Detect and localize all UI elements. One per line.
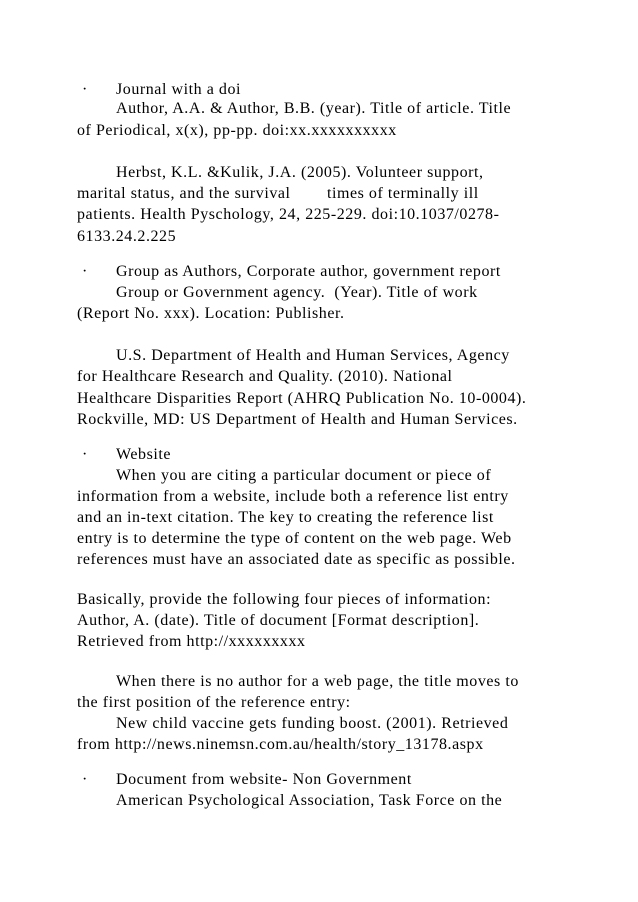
website-no-author-line: When there is no author for a web page, the title moves to — [116, 673, 519, 690]
journal-doi-format-line: Author, A.A. & Author, B.B. (year). Title of article. Title — [116, 100, 512, 117]
heading-non-government: Document from website- Non Government — [116, 771, 412, 788]
group-authors-format-line: Group or Government agency. (Year). Title of work — [116, 284, 478, 301]
website-intro-line: entry is to determine the type of content on the web page. Web — [77, 530, 512, 547]
website-basic-line: Basically, provide the following four pieces of information: — [77, 591, 492, 608]
journal-doi-example-line: patients. Health Pyschology, 24, 225-229. doi:10.1037/0278- — [77, 206, 500, 223]
group-authors-example-line: for Healthcare Research and Quality. (2010). National — [77, 368, 453, 385]
journal-doi-example-line: 6133.24.2.225 — [77, 228, 177, 245]
bullet-website: · — [82, 446, 88, 463]
group-authors-example-line: Rockville, MD: US Department of Health and Human Services. — [77, 411, 518, 428]
website-no-author-example-line: New child vaccine gets funding boost. (2001). Retrieved — [116, 715, 509, 732]
non-government-example-line: American Psychological Association, Task Force on the — [116, 792, 503, 809]
website-intro-line: information from a website, include both a reference list entry — [77, 488, 509, 505]
website-no-author-line: the first position of the reference entry: — [77, 694, 351, 711]
journal-doi-example-line: Herbst, K.L. &Kulik, J.A. (2005). Volunteer support, — [116, 164, 484, 181]
bullet-group-authors: · — [82, 263, 88, 280]
website-intro-line: and an in-text citation. The key to creating the reference list — [77, 509, 494, 526]
heading-group-authors: Group as Authors, Corporate author, government report — [116, 263, 501, 280]
website-no-author-example-line: from http://news.ninemsn.com.au/health/story_13178.aspx — [77, 736, 484, 753]
group-authors-example-line: Healthcare Disparities Report (AHRQ Publication No. 10-0004). — [77, 390, 527, 407]
group-authors-example-line: U.S. Department of Health and Human Services, Agency — [116, 347, 510, 364]
journal-doi-format-line: of Periodical, x(x), pp-pp. doi:xx.xxxxxxxxxx — [77, 122, 397, 139]
website-intro-line: references must have an associated date as specific as possible. — [77, 551, 516, 568]
heading-journal-doi: Journal with a doi — [116, 81, 241, 98]
bullet-non-government: · — [82, 771, 88, 788]
group-authors-format-line: (Report No. xxx). Location: Publisher. — [77, 305, 345, 322]
website-intro-line: When you are citing a particular document or piece of — [116, 467, 492, 484]
bullet-journal-doi: · — [82, 81, 88, 98]
website-basic-line: Author, A. (date). Title of document [Format description]. — [77, 612, 480, 629]
website-basic-line: Retrieved from http://xxxxxxxxx — [77, 633, 306, 650]
journal-doi-example-line: marital status, and the survival times of terminally ill — [77, 185, 479, 202]
heading-website: Website — [116, 446, 171, 463]
